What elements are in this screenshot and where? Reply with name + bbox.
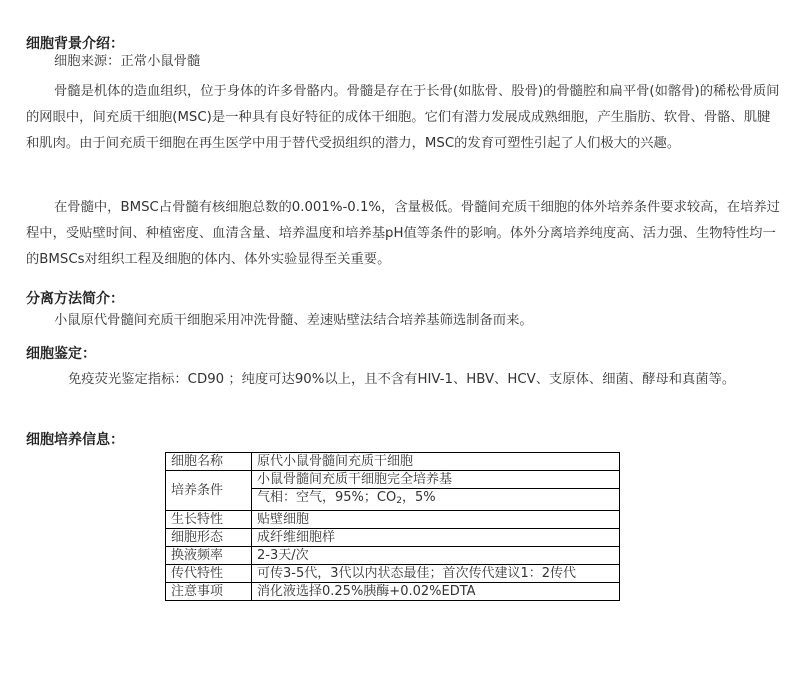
table-row	[166, 471, 620, 489]
medium-change-value: 2-3天/次	[252, 547, 620, 565]
culture-conditions-label: 培养条件	[166, 471, 252, 511]
table-row	[166, 453, 620, 471]
cell-source: 细胞来源：正常小鼠骨髓	[54, 54, 201, 69]
morphology-label: 细胞形态	[166, 529, 252, 547]
gas-phase-prefix: 气相：空气，95%；CO	[257, 490, 397, 505]
notes-value: 消化液选择0.25%胰酶+0.02%EDTA	[252, 583, 620, 601]
table-row	[166, 583, 620, 601]
cell-name-value: 原代小鼠骨髓间充质干细胞	[252, 453, 620, 471]
gas-phase-suffix: ，5%	[401, 490, 436, 505]
identification-heading: 细胞鉴定：	[26, 346, 96, 362]
table-row	[166, 547, 620, 565]
background-paragraph-2: 在骨髓中，BMSC占骨髓有核细胞总数的0.001%-0.1%，含量极低。骨髓间充质干细胞的体外培养条件要求较高，在培养过程中，受贴壁时间、种植密度、血清含量、培养温度和培养基pH值等条件的影响。体外分离培养纯度高、活力强、生物特性均一的BMSCs对组织工程及细胞的体内、体外实验显得至关重要。	[26, 200, 780, 267]
culture-heading: 细胞培养信息：	[26, 432, 124, 448]
morphology-value: 成纤维细胞样	[252, 529, 620, 547]
background-paragraph-1: 骨髓是机体的造血组织，位于身体的许多骨骼内。骨髓是存在于长骨(如肱骨、股骨)的骨髓腔和扁平骨(如髂骨)的稀松骨质间的网眼中，间充质干细胞(MSC)是一种具有良好特征的成体干细胞。它们有潜力发展成成熟细胞，产生脂肪、软骨、骨骼、肌腱和肌肉。由于间充质干细胞在再生医学中用于替代受损组织的潜力，MSC的发育可塑性引起了人们极大的兴趣。	[26, 84, 780, 151]
medium-change-label: 换液频率	[166, 547, 252, 565]
growth-label: 生长特性	[166, 511, 252, 529]
cell-name-label: 细胞名称	[166, 453, 252, 471]
identification-text: 免疫荧光鉴定指标：CD90 ；纯度可达90%以上，且不含有HIV-1、HBV、HCV、支原体、细菌、酵母和真菌等。	[68, 372, 736, 387]
passage-label: 传代特性	[166, 565, 252, 583]
table-row	[166, 529, 620, 547]
growth-value: 贴壁细胞	[252, 511, 620, 529]
isolation-text: 小鼠原代骨髓间充质干细胞采用冲洗骨髓、差速贴壁法结合培养基筛选制备而来。	[54, 313, 533, 328]
culture-info-table	[165, 452, 620, 601]
table-row	[166, 565, 620, 583]
passage-value: 可传3-5代，3代以内状态最佳；首次传代建议1：2传代	[252, 565, 620, 583]
background-heading: 细胞背景介绍：	[26, 36, 124, 52]
culture-medium-value: 小鼠骨髓间充质干细胞完全培养基	[252, 471, 620, 489]
isolation-heading: 分离方法简介：	[26, 291, 124, 307]
table-row	[166, 511, 620, 529]
notes-label: 注意事项	[166, 583, 252, 601]
co2-subscript: 2	[396, 496, 402, 506]
gas-phase-value	[252, 489, 620, 511]
